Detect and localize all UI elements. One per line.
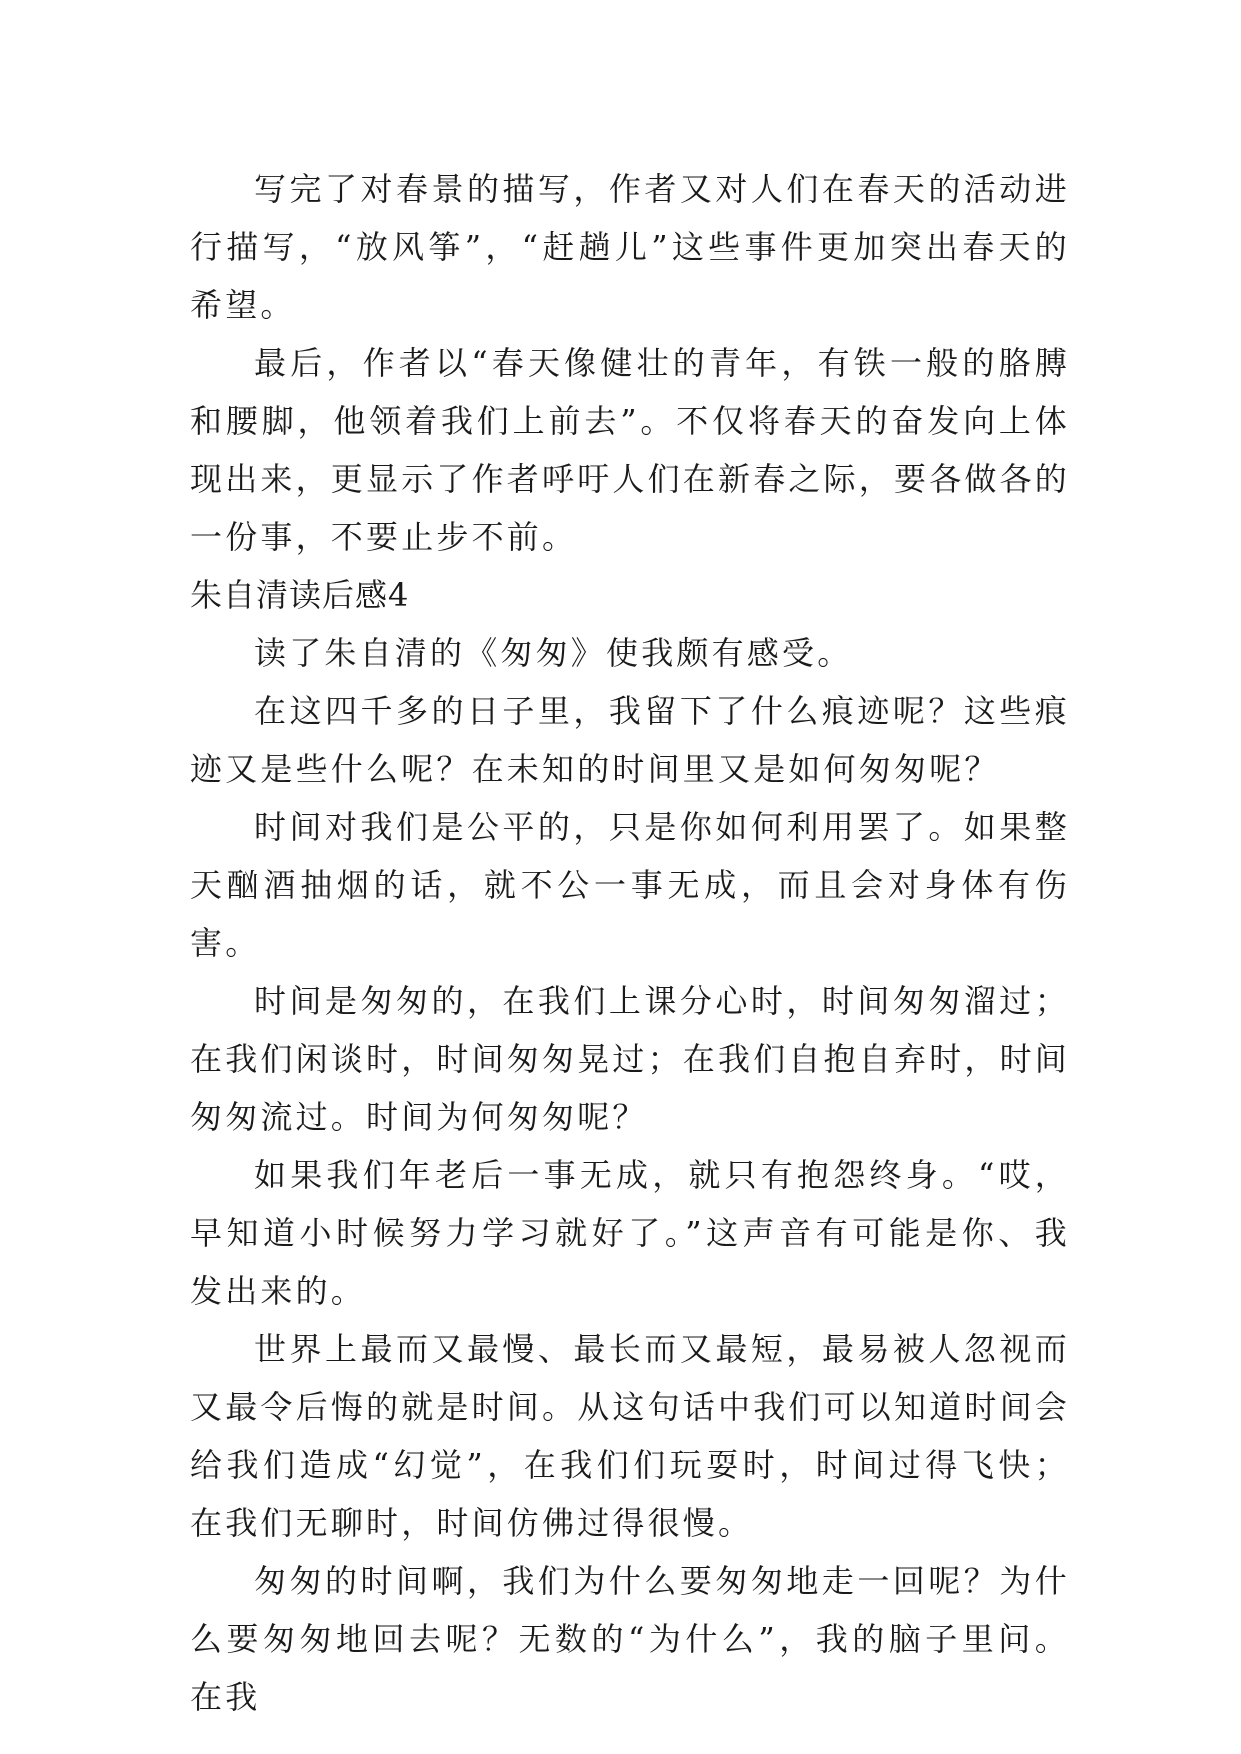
- paragraph: 时间是匆匆的，在我们上课分心时，时间匆匆溜过；在我们闲谈时，时间匆匆晃过；在我们自抱自弃时，时间匆匆流过。时间为何匆匆呢？: [190, 982, 1071, 1136]
- paragraph: 写完了对春景的描写，作者又对人们在春天的活动进行描写，“放风筝”，“赶趟儿”这些事件更加突出春天的希望。: [190, 170, 1070, 324]
- paragraph: 世界上最而又最慢、最长而又最短，最易被人忽视而又最令后悔的就是时间。从这句话中我们可以知道时间会给我们造成“幻觉”，在我们们玩耍时，时间过得飞快；在我们无聊时，时间仿佛过得很慢。: [190, 1330, 1071, 1542]
- document-page: [190, 160, 1070, 1726]
- paragraph: 读了朱自清的《匆匆》使我颇有感受。: [254, 634, 853, 672]
- paragraph: 时间对我们是公平的，只是你如何利用罢了。如果整天酗酒抽烟的话，就不公一事无成，而且会对身体有伤害。: [190, 808, 1070, 962]
- section-heading: 朱自清读后感4: [190, 576, 410, 614]
- paragraph: 在这四千多的日子里，我留下了什么痕迹呢？这些痕迹又是些什么呢？在未知的时间里又是如何匆匆呢？: [190, 692, 1070, 788]
- paragraph: 匆匆的时间啊，我们为什么要匆匆地走一回呢？为什么要匆匆地回去呢？无数的“为什么”，我的脑子里问。在我: [190, 1562, 1070, 1716]
- paragraph: 如果我们年老后一事无成，就只有抱怨终身。“哎，早知道小时候努力学习就好了。”这声音有可能是你、我发出来的。: [190, 1156, 1070, 1310]
- paragraph: 最后，作者以“春天像健壮的青年，有铁一般的胳膊和腰脚，他领着我们上前去”。不仅将春天的奋发向上体现出来，更显示了作者呼吁人们在新春之际，要各做各的一份事，不要止步不前。: [190, 344, 1071, 556]
